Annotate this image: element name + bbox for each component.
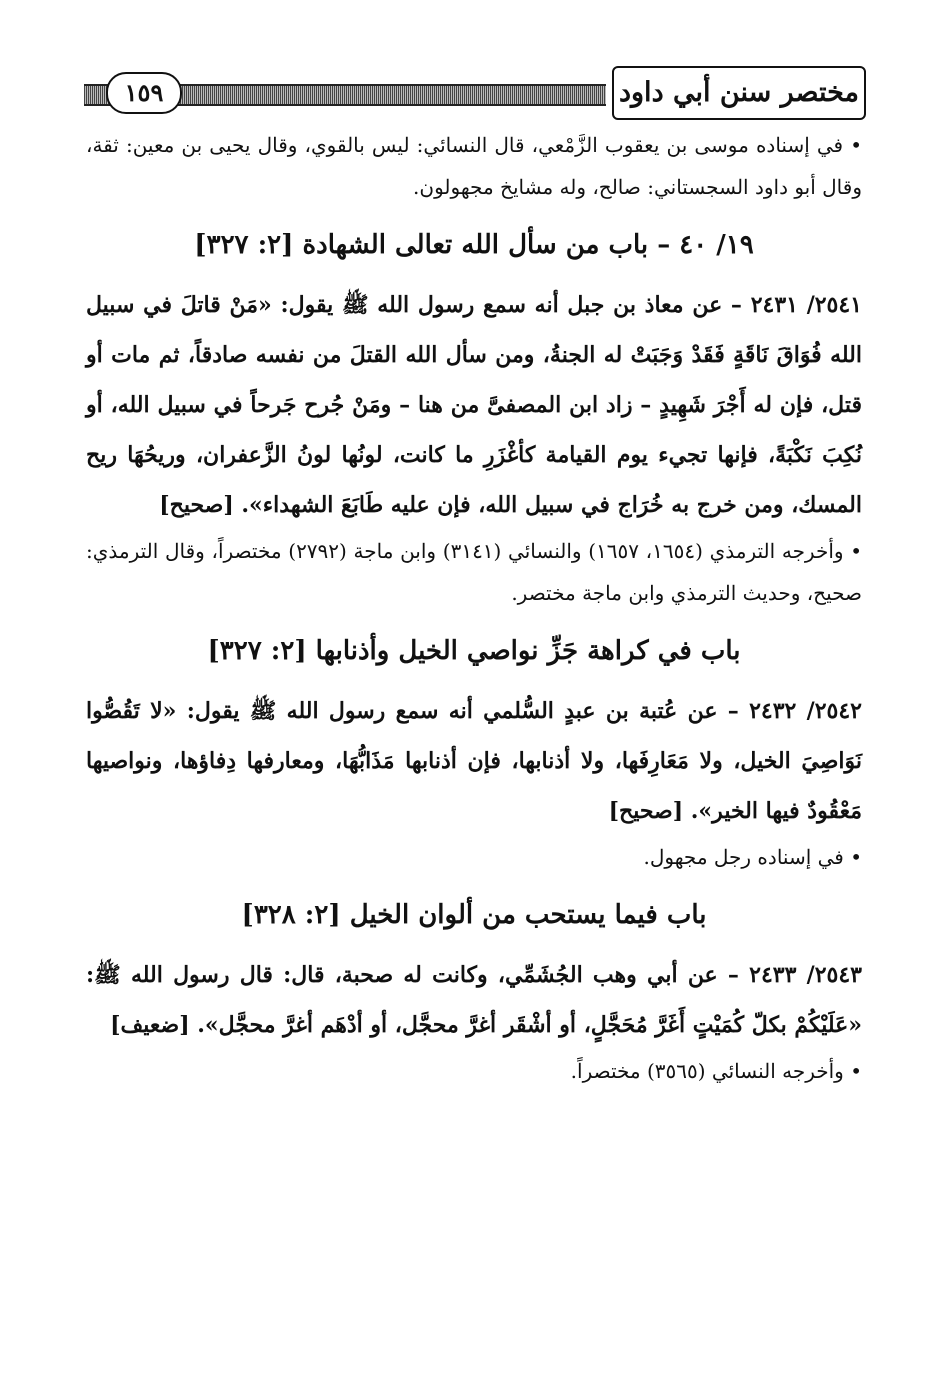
hadith-2541: ٢٥٤١/ ٢٤٣١ – عن معاذ بن جبل أنه سمع رسول الله ﷺ يقول: «مَنْ قاتلَ في سبيل الله فُوَاقَ نَاقَةٍ فَقَدْ وَجَبَتْ له الجنةُ، ومن سأل الله القتلَ من نفسه صادقاً، ثم مات أو قتل، فإن له أَجْرَ شَهِيدٍ – زاد ابن المصفىَّ من هنا – ومَنْ جُرح جَرحاً في سبيل الله، أو نُكِبَ نَكْبَةً، فإنها تجيء يوم القيامة كأغْزَرِ ما كانت، لونُها لونُ الزَّعفران، وريحُهَا ريح المسك، ومن خرج به خُرَاج في سبيل الله، فإن عليه طَابَعَ الشهداء». [صحيح]: [86, 292, 862, 518]
page-header: [84, 66, 866, 120]
chapter-heading-alwan: باب فيما يستحب من ألوان الخيل [٢: ٣٢٨]: [241, 900, 707, 930]
chapter-heading-shahada: ١٩/ ٤٠ – باب من سأل الله تعالى الشهادة [٢: ٣٢٧]: [194, 230, 754, 260]
chapter-heading-nawasi: باب في كراهة جَزِّ نواصي الخيل وأذنابها [٢: ٣٢٧]: [207, 636, 741, 666]
note-majhul: • في إسناده رجل مجهول.: [643, 845, 862, 869]
page-body: [86, 124, 862, 1092]
note-zamai-isnad: • في إسناده موسى بن يعقوب الزَّمْعي، قال النسائي: ليس بالقوي، وقال يحيى بن معين: ثقة، وقال أبو داود السجستاني: صالح، وله مشايخ مجهولون.: [86, 133, 862, 199]
hadith-2542: ٢٥٤٢/ ٢٤٣٢ – عن عُتبة بن عبدٍ السُّلمي أنه سمع رسول الله ﷺ يقول: «لا تَقُصُّوا نَوَاصِيَ الخيل، ولا مَعَارِفَها، ولا أذنابها، فإن أذنابها مَذَابُّهَا، ومعارفها دِفاؤها، ونواصيها مَعْقُودٌ فيها الخير». [صحيح]: [86, 698, 862, 824]
note-takhrij-2543: • وأخرجه النسائي (٣٥٦٥) مختصراً.: [570, 1059, 862, 1083]
note-takhrij-2541: • وأخرجه الترمذي (١٦٥٤، ١٦٥٧) والنسائي (٣١٤١) وابن ماجة (٢٧٩٢) مختصراً، وقال الترمذي: صحيح، وحديث الترمذي وابن ماجة مختصر.: [86, 539, 863, 605]
page-number: ١٥٩: [106, 72, 182, 114]
book-title: مختصر سنن أبي داود: [612, 66, 866, 120]
hadith-2543: ٢٥٤٣/ ٢٤٣٣ – عن أبي وهب الجُشَمِّي، وكانت له صحبة، قال: قال رسول الله ﷺ: «عَلَيْكُمْ بكلّ كُمَيْتٍ أَغَرَّ مُحَجَّلٍ، أو أشْقَر أغرَّ محجَّل، أو أدْهَم أغرَّ محجَّل». [ضعيف]: [86, 962, 862, 1038]
